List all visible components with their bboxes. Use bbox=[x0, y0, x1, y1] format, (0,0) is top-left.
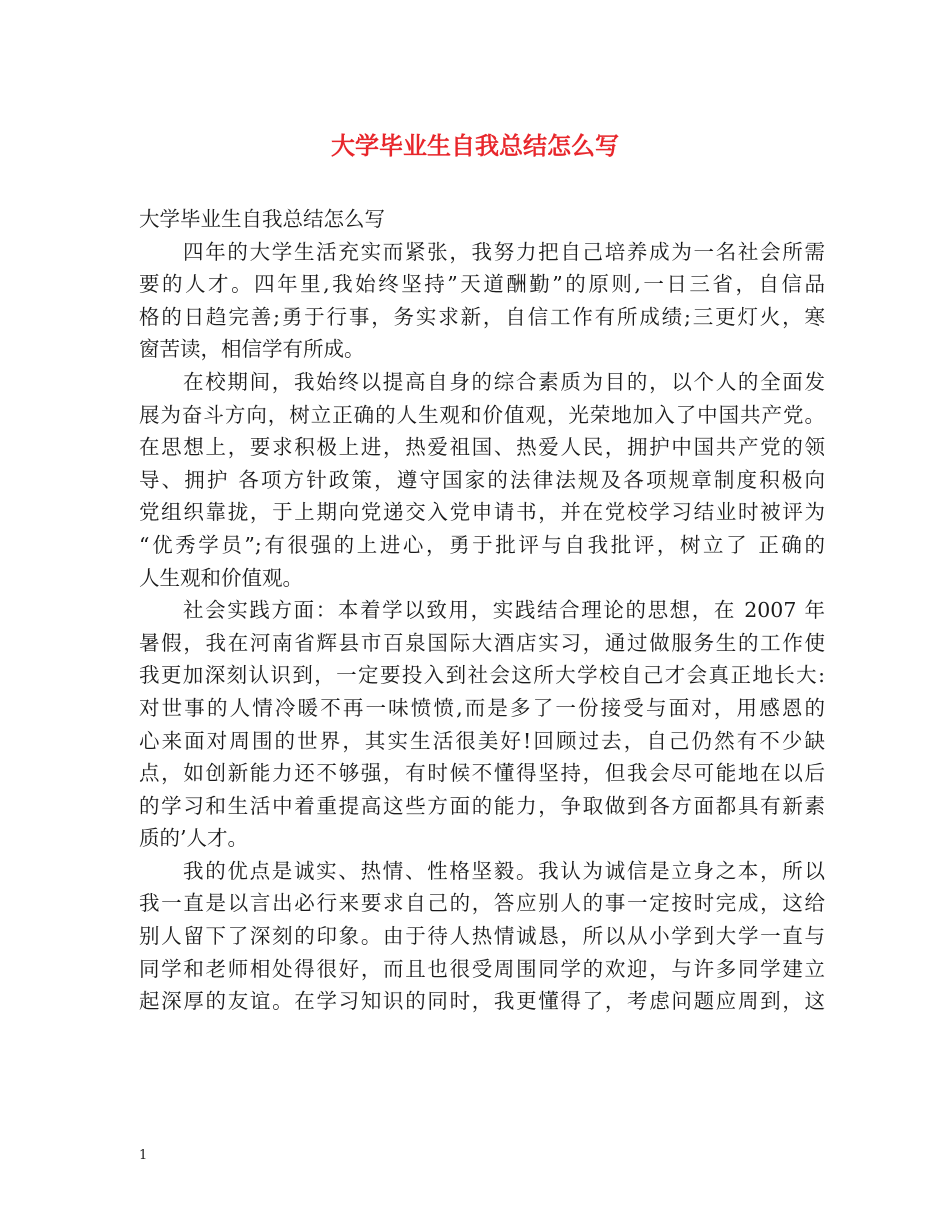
body-line: 格的日趋完善;勇于行事，务实求新，自信工作有所成绩;三更灯火，寒 bbox=[139, 304, 825, 329]
body-line: 党组织靠拢，于上期向党递交入党申请书，并在党校学习结业时被评为 bbox=[139, 500, 825, 525]
body-line: 心来面对周围的世界，其实生活很美好!回顾过去，自己仍然有不少缺 bbox=[139, 728, 825, 753]
body-line: 在思想上，要求积极上进，热爱祖国、热爱人民，拥护中国共产党的领 bbox=[139, 435, 825, 460]
body-line: 质的’人才。 bbox=[139, 826, 249, 851]
document-title: 大学毕业生自我总结怎么写 bbox=[331, 132, 619, 160]
body-line: 点，如创新能力还不够强，有时候不懂得坚持，但我会尽可能地在以后 bbox=[139, 761, 825, 786]
body-line: 社会实践方面：本着学以致用，实践结合理论的思想，在 2007 年 bbox=[183, 598, 825, 623]
body-line: 我的优点是诚实、热情、性格坚毅。我认为诚信是立身之本，所以 bbox=[183, 858, 825, 883]
body-heading: 大学毕业生自我总结怎么写 bbox=[139, 207, 385, 231]
body-line: 展为奋斗方向，树立正确的人生观和价值观，光荣地加入了中国共产党。 bbox=[139, 402, 825, 427]
page-number: 1 bbox=[139, 1148, 148, 1163]
body-line: 起深厚的友谊。在学习知识的同时，我更懂得了，考虑问题应周到，这 bbox=[139, 989, 825, 1014]
document-body bbox=[139, 203, 825, 1018]
body-line: 我一直是以言出必行来要求自己的，答应别人的事一定按时完成，这给 bbox=[139, 891, 825, 916]
body-line: 导、拥护 各项方针政策，遵守国家的法律法规及各项规章制度积极向 bbox=[139, 467, 825, 492]
body-line: 窗苦读，相信学有所成。 bbox=[139, 337, 365, 362]
body-line: 的学习和生活中着重提高这些方面的能力，争取做到各方面都具有新素 bbox=[139, 793, 825, 818]
body-line: 人生观和价值观。 bbox=[139, 565, 303, 590]
body-line: 四年的大学生活充实而紧张，我努力把自己培养成为一名社会所需 bbox=[183, 239, 825, 264]
body-line: 别人留下了深刻的印象。由于待人热情诚恳，所以从小学到大学一直与 bbox=[139, 924, 825, 949]
body-line: 对世事的人情冷暖不再一味愤愤,而是多了一份接受与面对，用感恩的 bbox=[139, 695, 825, 720]
body-line: “优秀学员”;有很强的上进心，勇于批评与自我批评，树立了 正确的 bbox=[139, 532, 825, 557]
body-line: 在校期间，我始终以提高自身的综合素质为目的，以个人的全面发 bbox=[183, 369, 825, 394]
body-line: 要的人才。四年里,我始终坚持”天道酬勤”的原则,一日三省，自信品 bbox=[139, 272, 825, 297]
body-line: 同学和老师相处得很好，而且也很受周围同学的欢迎，与许多同学建立 bbox=[139, 956, 825, 981]
body-line: 我更加深刻认识到，一定要投入到社会这所大学校自己才会真正地长大: bbox=[139, 663, 825, 688]
body-line: 暑假，我在河南省辉县市百泉国际大酒店实习，通过做服务生的工作使 bbox=[139, 630, 825, 655]
